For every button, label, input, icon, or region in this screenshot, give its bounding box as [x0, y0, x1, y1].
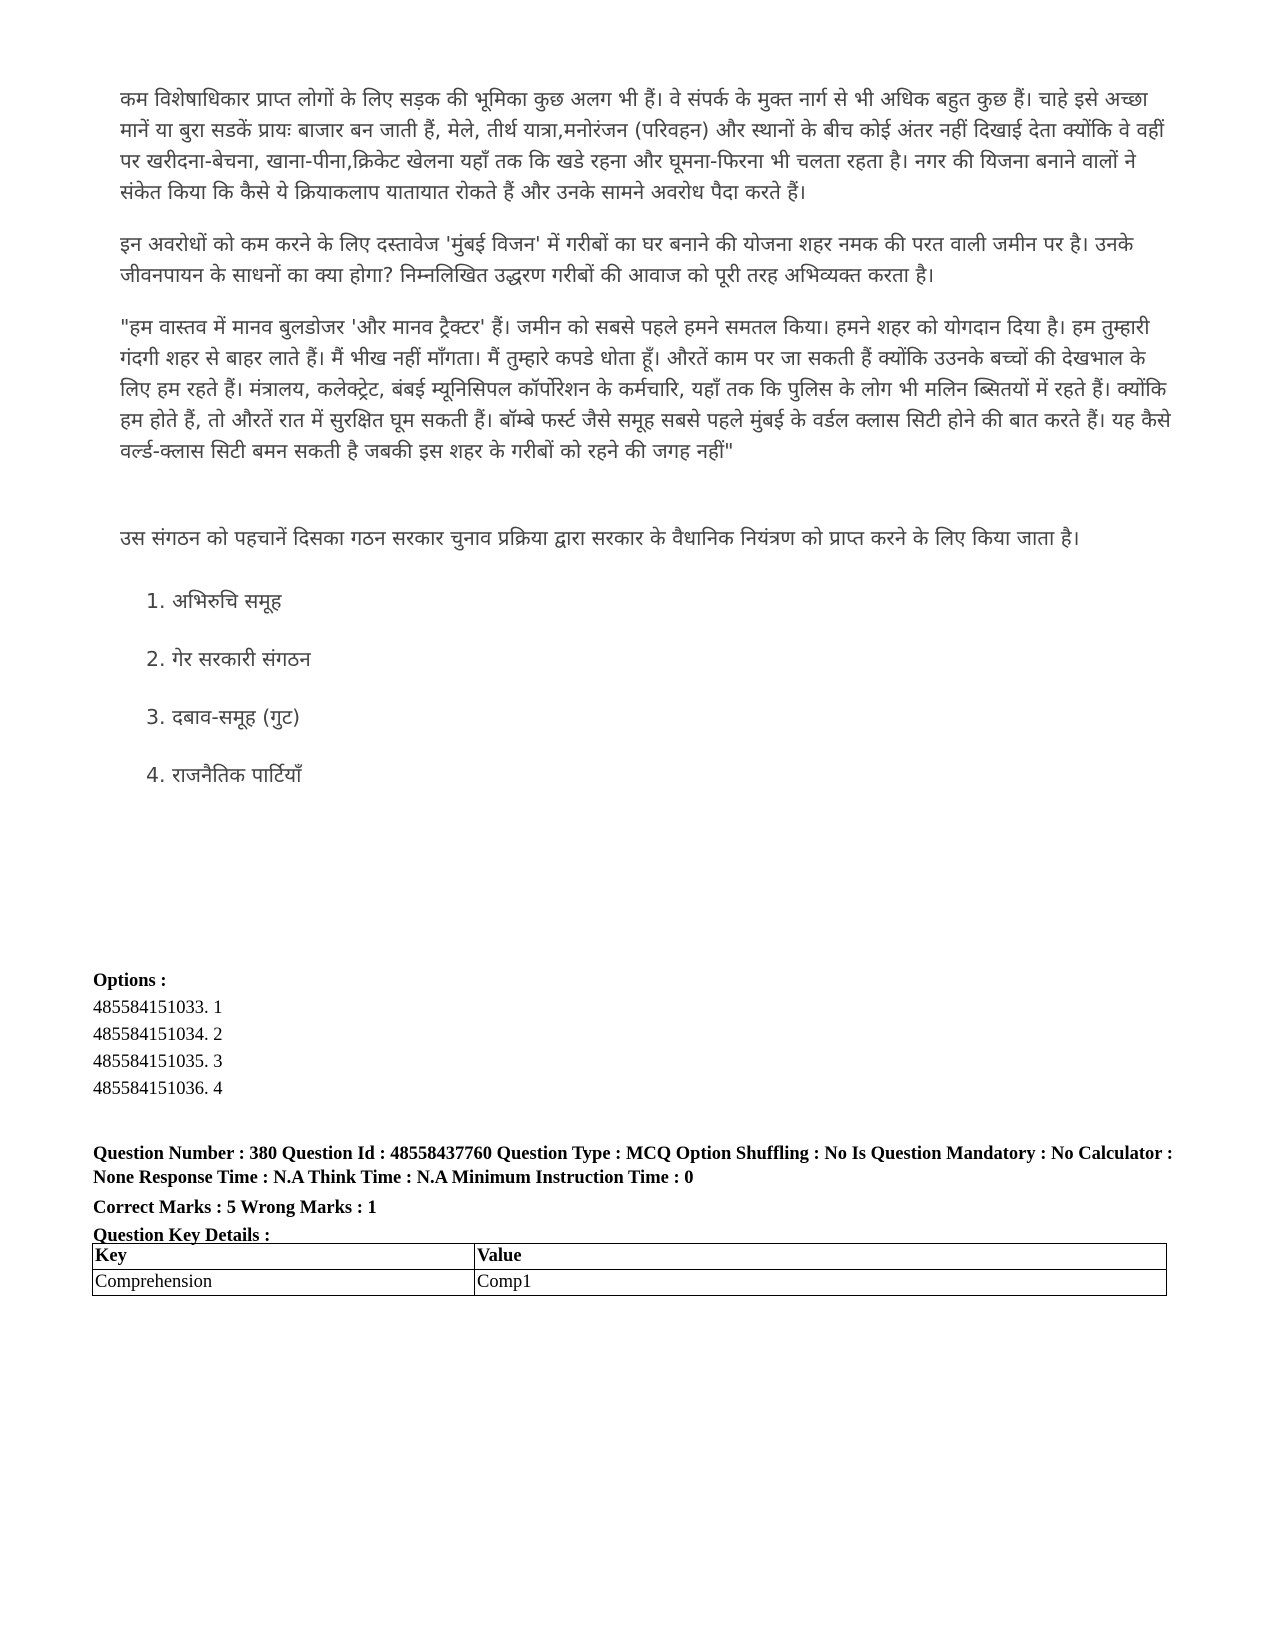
question-text: उस संगठन को पहचानें दिसका गठन सरकार चुनाव प्रक्रिया द्वारा सरकार के वैधानिक नियंत्रण को प्राप्त करने के लिए किया जाता है। — [120, 526, 1080, 550]
passage-paragraph: "हम वास्तव में मानव बुलडोजर 'और मानव ट्रैक्टर' हैं। जमीन को सबसे पहले हमने समतल किया। हमने शहर को योगदान दिया है। हम तुम्हारी गंदगी शहर से बाहर लाते हैं। मैं भीख नहीं माँगता। मैं तुम्हारे कपडे धोता हूँ। औरतें काम पर जा सकती हैं क्योंकि उउनके बच्चों की देखभाल के लिए हम रहते हैं। मंत्रालय, कलेक्ट्रेट, बंबई म्यूनिसिपल कॉर्पोरेशन के कर्मचारि, यहाँ तक कि पुलिस के लोग भी मलिन ब्सितयों में रहते हैं। क्योंकि हम होते हैं, तो औरतें रात में सुरक्षित घूम सकती हैं। बॉम्बे फर्स्ट जैसे समूह सबसे पहले मुंबई के वर्डल क्लास सिटी होने की बात करते हैं। यह कैसे वर्ल्ड-क्लास सिटी बमन सकती है जबकी इस शहर के गरीबों को रहने की जगह नहीं" — [120, 315, 1171, 463]
table-cell-key: Comprehension — [93, 1270, 475, 1296]
choice-item: 4. राजनैतिक पार्टियाँ — [146, 763, 302, 787]
passage-paragraph: इन अवरोधों को कम करने के लिए दस्तावेज 'मुंबई विजन' में गरीबों का घर बनाने की योजना शहर नमक की परत वाली जमीन पर है। उनके जीवनपायन के साधनों का क्या होगा? निम्नलिखित उद्धरण गरीबों की आवाज को पूरी तरह अभिव्यक्त करता है। — [120, 232, 1134, 287]
choice-item: 3. दबाव-समूह (गुट) — [146, 705, 301, 729]
option-item: 485584151035. 3 — [93, 1052, 223, 1072]
choice-item: 2. गेर सरकारी संगठन — [146, 647, 311, 671]
table-header-row — [93, 1244, 1167, 1270]
question-meta-details: Question Number : 380 Question Id : 48558437760 Question Type : MCQ Option Shuffling : No Is Question Mandatory : No Calculator : None Response Time : N.A Think Time : N.A Minimum Instruction Time : 0 — [93, 1144, 1173, 1188]
choice-list — [112, 572, 1182, 804]
option-item: 485584151034. 2 — [93, 1025, 223, 1045]
passage-paragraph: कम विशेषाधिकार प्राप्त लोगों के लिए सड़क की भूमिका कुछ अलग भी हैं। वे संपर्क के मुक्त नार्ग से भी अधिक बहुत कुछ हैं। चाहे इसे अच्छा मानें या बुरा सडकें प्रायः बाजार बन जाती हैं, मेले, तीर्थ यात्रा,मनोरंजन (परिवहन) और स्थानों के बीच कोई अंतर नहीं दिखाई देता क्योंकि वे वहीं पर खरीदना-बेचना, खाना-पीना,क्रिकेट खेलना यहाँ तक कि खडे रहना और घूमना-फिरना भी चलता रहता है। नगर की यिजना बनाने वालों ने संकेत किया कि कैसे ये क्रियाकलाप यातायात रोकते हैं और उनके सामने अवरोध पैदा करते हैं। — [120, 87, 1165, 204]
options-block — [93, 968, 223, 1103]
option-item: 485584151036. 4 — [93, 1079, 223, 1099]
key-details-table — [92, 1243, 1167, 1296]
question-marks: Correct Marks : 5 Wrong Marks : 1 — [93, 1198, 377, 1218]
table-header-key: Key — [93, 1244, 475, 1270]
key-details-label: Question Key Details : — [93, 1226, 271, 1246]
table-header-value: Value — [475, 1244, 1167, 1270]
scanned-passage-image — [112, 84, 1182, 804]
choice-item: 1. अभिरुचि समूह — [146, 589, 282, 613]
option-item: 485584151033. 1 — [93, 998, 223, 1018]
table-row — [93, 1270, 1167, 1296]
table-cell-value: Comp1 — [475, 1270, 1167, 1296]
options-label: Options : — [93, 971, 167, 991]
question-meta — [93, 1142, 1193, 1250]
